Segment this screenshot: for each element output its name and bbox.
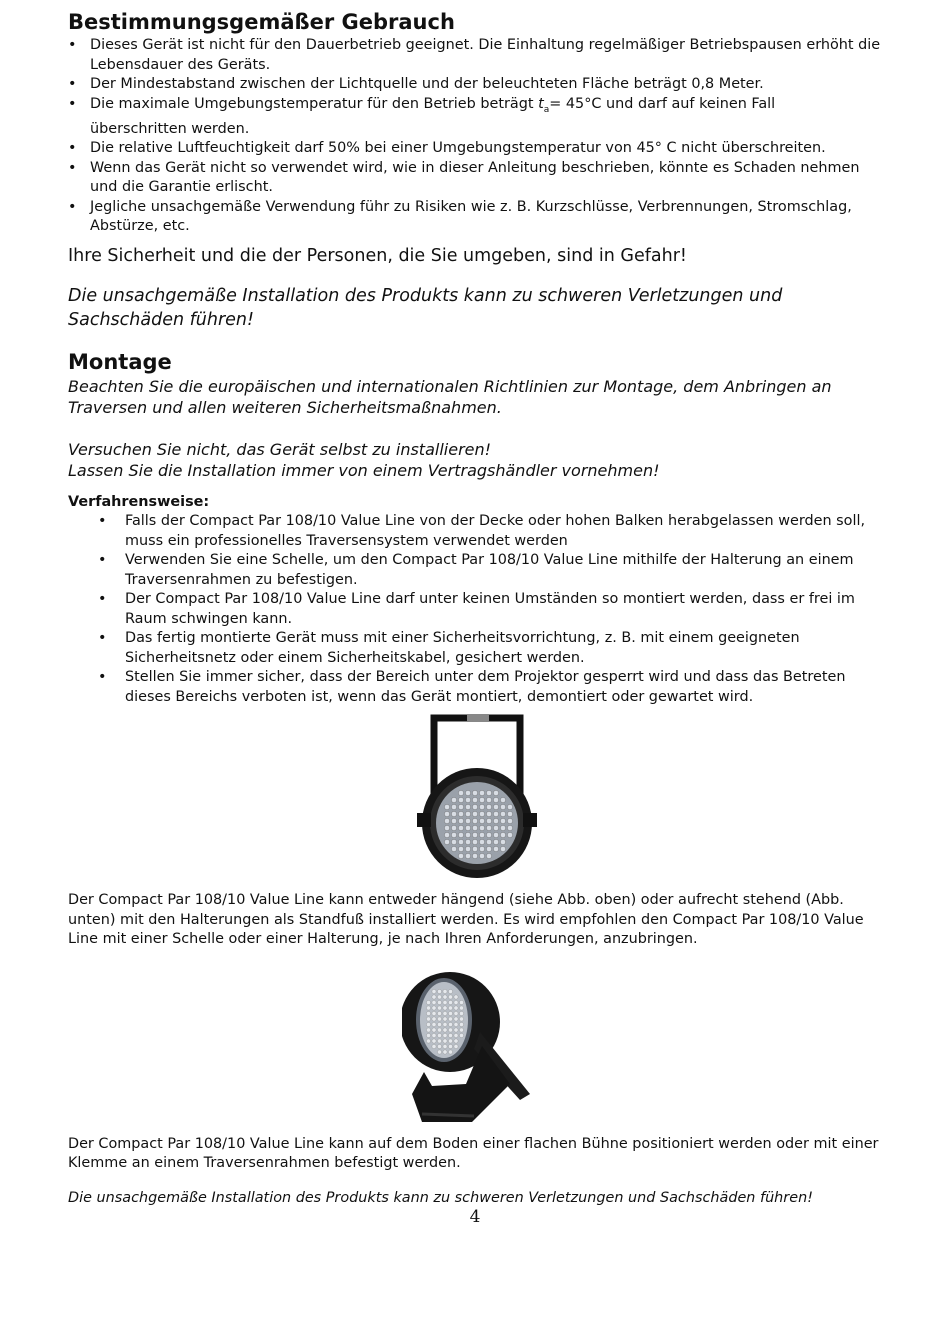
led-dot xyxy=(437,1050,441,1054)
led-dot xyxy=(443,1044,447,1048)
led-dot xyxy=(454,1011,458,1015)
led-dot xyxy=(486,847,491,852)
led-dot xyxy=(432,1044,436,1048)
led-dot xyxy=(458,819,463,824)
led-dot xyxy=(437,1022,441,1026)
usage-bullet-temperature xyxy=(68,95,886,140)
led-dot xyxy=(472,812,477,817)
led-dot xyxy=(437,1028,441,1032)
led-dot xyxy=(507,833,512,838)
par-hanging-photo xyxy=(412,713,542,883)
led-dot xyxy=(500,812,505,817)
led-dot xyxy=(486,840,491,845)
led-dot xyxy=(437,1000,441,1004)
led-dot xyxy=(507,805,512,810)
led-dot xyxy=(459,1011,463,1015)
usage-bullet: • Wenn das Gerät nicht so verwendet wird, wie in dieser Anleitung beschrieben, könnte es Schaden nehmen und die Garantie erlischt. xyxy=(68,159,886,198)
led-dot xyxy=(426,1006,430,1010)
usage-bullet: • Der Mindestabstand zwischen der Lichtquelle und der beleuchteten Fläche beträgt 0,8 Meter. xyxy=(68,75,886,95)
led-dot xyxy=(432,1006,436,1010)
led-dot xyxy=(507,812,512,817)
led-dot xyxy=(458,826,463,831)
par-standing-photo xyxy=(402,954,552,1129)
led-dot xyxy=(465,854,470,859)
led-dot xyxy=(458,840,463,845)
led-dot xyxy=(443,1033,447,1037)
figure-standing xyxy=(68,954,886,1129)
led-dot xyxy=(479,854,484,859)
led-dot xyxy=(437,995,441,999)
led-dot xyxy=(465,847,470,852)
led-dot xyxy=(451,798,456,803)
led-dot xyxy=(458,847,463,852)
led-dot xyxy=(448,1000,452,1004)
led-dot xyxy=(472,833,477,838)
led-dot xyxy=(500,819,505,824)
led-dot xyxy=(458,791,463,796)
led-dot xyxy=(479,805,484,810)
led-dot xyxy=(472,819,477,824)
led-dot xyxy=(493,847,498,852)
led-dot xyxy=(486,798,491,803)
led-dot xyxy=(459,1006,463,1010)
led-dot xyxy=(459,1017,463,1021)
usage-bullet-list xyxy=(68,36,886,237)
led-dot xyxy=(448,1033,452,1037)
led-dot xyxy=(443,1022,447,1026)
led-dot xyxy=(432,1011,436,1015)
led-dot xyxy=(451,826,456,831)
led-dot xyxy=(432,1028,436,1032)
section-title-montage: Montage xyxy=(68,349,172,374)
led-dot xyxy=(443,1000,447,1004)
safety-warning: Ihre Sicherheit und die der Personen, die Sie umgeben, sind in Gefahr! xyxy=(68,245,687,266)
led-dot xyxy=(454,1022,458,1026)
led-dot xyxy=(458,798,463,803)
procedure-step: • Verwenden Sie eine Schelle, um den Compact Par 108/10 Value Line mithilfe der Halterung an einem Traversenrahmen zu befestigen. xyxy=(68,551,886,590)
led-dot xyxy=(451,819,456,824)
led-dot xyxy=(432,989,436,993)
led-dot xyxy=(437,1033,441,1037)
led-dot xyxy=(432,1022,436,1026)
led-dot xyxy=(465,791,470,796)
led-dot xyxy=(448,1050,452,1054)
led-dot xyxy=(479,812,484,817)
led-dot xyxy=(493,798,498,803)
led-dot xyxy=(454,1017,458,1021)
temp-text-after: = 45°C und darf auf keinen Fall xyxy=(549,95,776,112)
led-dot xyxy=(437,989,441,993)
temp-var: t xyxy=(538,95,544,112)
temp-text-continued: überschritten werden. xyxy=(90,120,250,137)
led-dot xyxy=(479,791,484,796)
led-dot xyxy=(472,805,477,810)
led-dot xyxy=(465,819,470,824)
usage-bullet: • Die relative Luftfeuchtigkeit darf 50% bei einer Umgebungstemperatur von 45° C nicht überschreiten. xyxy=(68,139,886,159)
temp-text-before: Die maximale Umgebungstemperatur für den Betrieb beträgt xyxy=(90,95,539,112)
page-content xyxy=(68,8,886,1208)
led-dot xyxy=(444,819,449,824)
procedure-step: • Falls der Compact Par 108/10 Value Line von der Decke oder hohen Balken herabgelassen werden soll, muss ein professionelles Traversensystem verwendet werden xyxy=(68,512,886,551)
led-dot xyxy=(472,840,477,845)
montage-intro: Beachten Sie die europäischen und internationalen Richtlinien zur Montage, dem Anbringen an Traversen und allen weiteren Sicherheitsmaßnahmen. xyxy=(68,376,832,417)
temp-sub: a xyxy=(543,104,550,115)
led-dot xyxy=(426,1017,430,1021)
led-dot xyxy=(432,1033,436,1037)
led-dot xyxy=(444,812,449,817)
led-dot xyxy=(479,798,484,803)
led-dot xyxy=(479,819,484,824)
led-dot xyxy=(454,1039,458,1043)
led-dot xyxy=(479,833,484,838)
led-dot xyxy=(444,805,449,810)
led-dot xyxy=(479,840,484,845)
led-dot xyxy=(472,826,477,831)
led-dot xyxy=(486,791,491,796)
led-dot xyxy=(459,1022,463,1026)
mounting-description: Der Compact Par 108/10 Value Line kann entweder hängend (siehe Abb. oben) oder aufrecht stehend (Abb. unten) mit den Halterungen als Standfuß installiert werden. Es wird empfohlen den Compact Par 108/10 Value Line mit einer Schelle oder einer Halterung, je nach Ihren Anforderungen, anzubringen. xyxy=(68,892,864,948)
led-dot xyxy=(472,791,477,796)
procedure-step: • Stellen Sie immer sicher, dass der Bereich unter dem Projektor gesperrt wird und dass das Betreten dieses Bereichs verboten ist, wenn das Gerät montiert, demontiert oder gewartet wird. xyxy=(68,668,886,707)
procedure-label: Verfahrensweise: xyxy=(68,493,210,510)
led-dot xyxy=(448,1017,452,1021)
led-dot xyxy=(444,833,449,838)
final-warning: Die unsachgemäße Installation des Produkts kann zu schweren Verletzungen und Sachschäden führen! xyxy=(68,1189,813,1206)
led-dot xyxy=(432,1000,436,1004)
montage-warning-1: Versuchen Sie nicht, das Gerät selbst zu installieren! xyxy=(68,439,492,459)
led-dot xyxy=(454,1033,458,1037)
section-title-usage: Bestimmungsgemäßer Gebrauch xyxy=(68,10,455,34)
led-dot xyxy=(500,833,505,838)
floor-description: Der Compact Par 108/10 Value Line kann auf dem Boden einer flachen Bühne positioniert werden oder mit einer Klemme an einem Traversenrahmen befestigt werden. xyxy=(68,1135,879,1172)
procedure-step: • Das fertig montierte Gerät muss mit einer Sicherheitsvorrichtung, z. B. mit einem geeigneten Sicherheitsnetz oder einem Sicherheitskabel, gesichert werden. xyxy=(68,629,886,668)
led-dot xyxy=(426,1000,430,1004)
led-dot xyxy=(432,1039,436,1043)
led-dot xyxy=(493,819,498,824)
led-dot xyxy=(500,805,505,810)
led-dot xyxy=(486,833,491,838)
led-dot xyxy=(448,1028,452,1032)
led-dot xyxy=(493,791,498,796)
led-dot xyxy=(451,840,456,845)
led-dot xyxy=(426,1039,430,1043)
led-dot xyxy=(500,840,505,845)
led-dot xyxy=(451,833,456,838)
figure-hanging xyxy=(68,713,886,883)
led-dot xyxy=(426,1028,430,1032)
page-number: 4 xyxy=(469,1207,481,1227)
led-dot xyxy=(443,1011,447,1015)
led-dot xyxy=(465,840,470,845)
usage-bullet: • Dieses Gerät ist nicht für den Dauerbetrieb geeignet. Die Einhaltung regelmäßiger Betriebspausen erhöht die Lebensdauer des Geräts. xyxy=(68,36,886,75)
led-dot xyxy=(426,1033,430,1037)
led-dot xyxy=(459,1033,463,1037)
led-dot xyxy=(454,1006,458,1010)
led-dot xyxy=(458,833,463,838)
led-dot xyxy=(486,819,491,824)
led-dot xyxy=(443,1017,447,1021)
led-dot xyxy=(448,1039,452,1043)
led-dot xyxy=(465,833,470,838)
led-dot xyxy=(437,1044,441,1048)
led-dot xyxy=(448,995,452,999)
led-dot xyxy=(472,854,477,859)
led-dot xyxy=(486,812,491,817)
led-dot xyxy=(486,826,491,831)
led-dot xyxy=(472,847,477,852)
led-dot xyxy=(458,812,463,817)
led-dot xyxy=(493,840,498,845)
led-dot xyxy=(432,1017,436,1021)
led-dot xyxy=(451,805,456,810)
led-dot xyxy=(448,1011,452,1015)
led-dot xyxy=(465,798,470,803)
led-dot xyxy=(444,826,449,831)
led-dot xyxy=(465,812,470,817)
led-dot xyxy=(444,840,449,845)
led-dot xyxy=(459,1028,463,1032)
led-dot xyxy=(454,995,458,999)
led-dot xyxy=(448,1022,452,1026)
led-dot xyxy=(432,995,436,999)
led-dot xyxy=(500,798,505,803)
led-dot xyxy=(465,805,470,810)
led-dot xyxy=(437,1017,441,1021)
procedure-step: • Der Compact Par 108/10 Value Line darf unter keinen Umständen so montiert werden, dass er frei im Raum schwingen kann. xyxy=(68,590,886,629)
led-dot xyxy=(454,1044,458,1048)
led-dot xyxy=(500,826,505,831)
led-dot xyxy=(451,847,456,852)
led-dot xyxy=(448,1006,452,1010)
led-dot xyxy=(443,989,447,993)
led-dot xyxy=(458,854,463,859)
led-dot xyxy=(479,847,484,852)
led-dot xyxy=(443,1050,447,1054)
led-dot xyxy=(507,819,512,824)
led-dot xyxy=(465,826,470,831)
led-dot xyxy=(437,1011,441,1015)
led-dot xyxy=(454,1000,458,1004)
led-dot xyxy=(459,1000,463,1004)
led-dot xyxy=(486,805,491,810)
led-dot xyxy=(493,812,498,817)
led-dot xyxy=(448,1044,452,1048)
led-dot xyxy=(493,833,498,838)
led-dot xyxy=(437,1006,441,1010)
led-dot xyxy=(443,1039,447,1043)
led-dot xyxy=(443,995,447,999)
usage-bullet: • Jegliche unsachgemäße Verwendung führ zu Risiken wie z. B. Kurzschlüsse, Verbrennungen, Stromschlag, Abstürze, etc. xyxy=(68,198,886,237)
led-dot xyxy=(458,805,463,810)
led-dot xyxy=(426,1011,430,1015)
led-dot xyxy=(507,826,512,831)
led-dot xyxy=(486,854,491,859)
led-dot xyxy=(500,847,505,852)
led-dot xyxy=(437,1039,441,1043)
led-dot xyxy=(454,1028,458,1032)
montage-warning-2: Lassen Sie die Installation immer von einem Vertragshändler vornehmen! xyxy=(68,460,660,480)
led-dot xyxy=(493,826,498,831)
led-dot xyxy=(443,1028,447,1032)
led-dot xyxy=(493,805,498,810)
led-dot xyxy=(479,826,484,831)
led-dot xyxy=(472,798,477,803)
installation-warning: Die unsachgemäße Installation des Produkts kann zu schweren Verletzungen und Sachschäden führen! xyxy=(68,285,783,330)
led-dot xyxy=(448,989,452,993)
led-dot xyxy=(443,1006,447,1010)
led-dot xyxy=(426,1022,430,1026)
procedure-list xyxy=(68,512,886,707)
led-dot xyxy=(451,812,456,817)
